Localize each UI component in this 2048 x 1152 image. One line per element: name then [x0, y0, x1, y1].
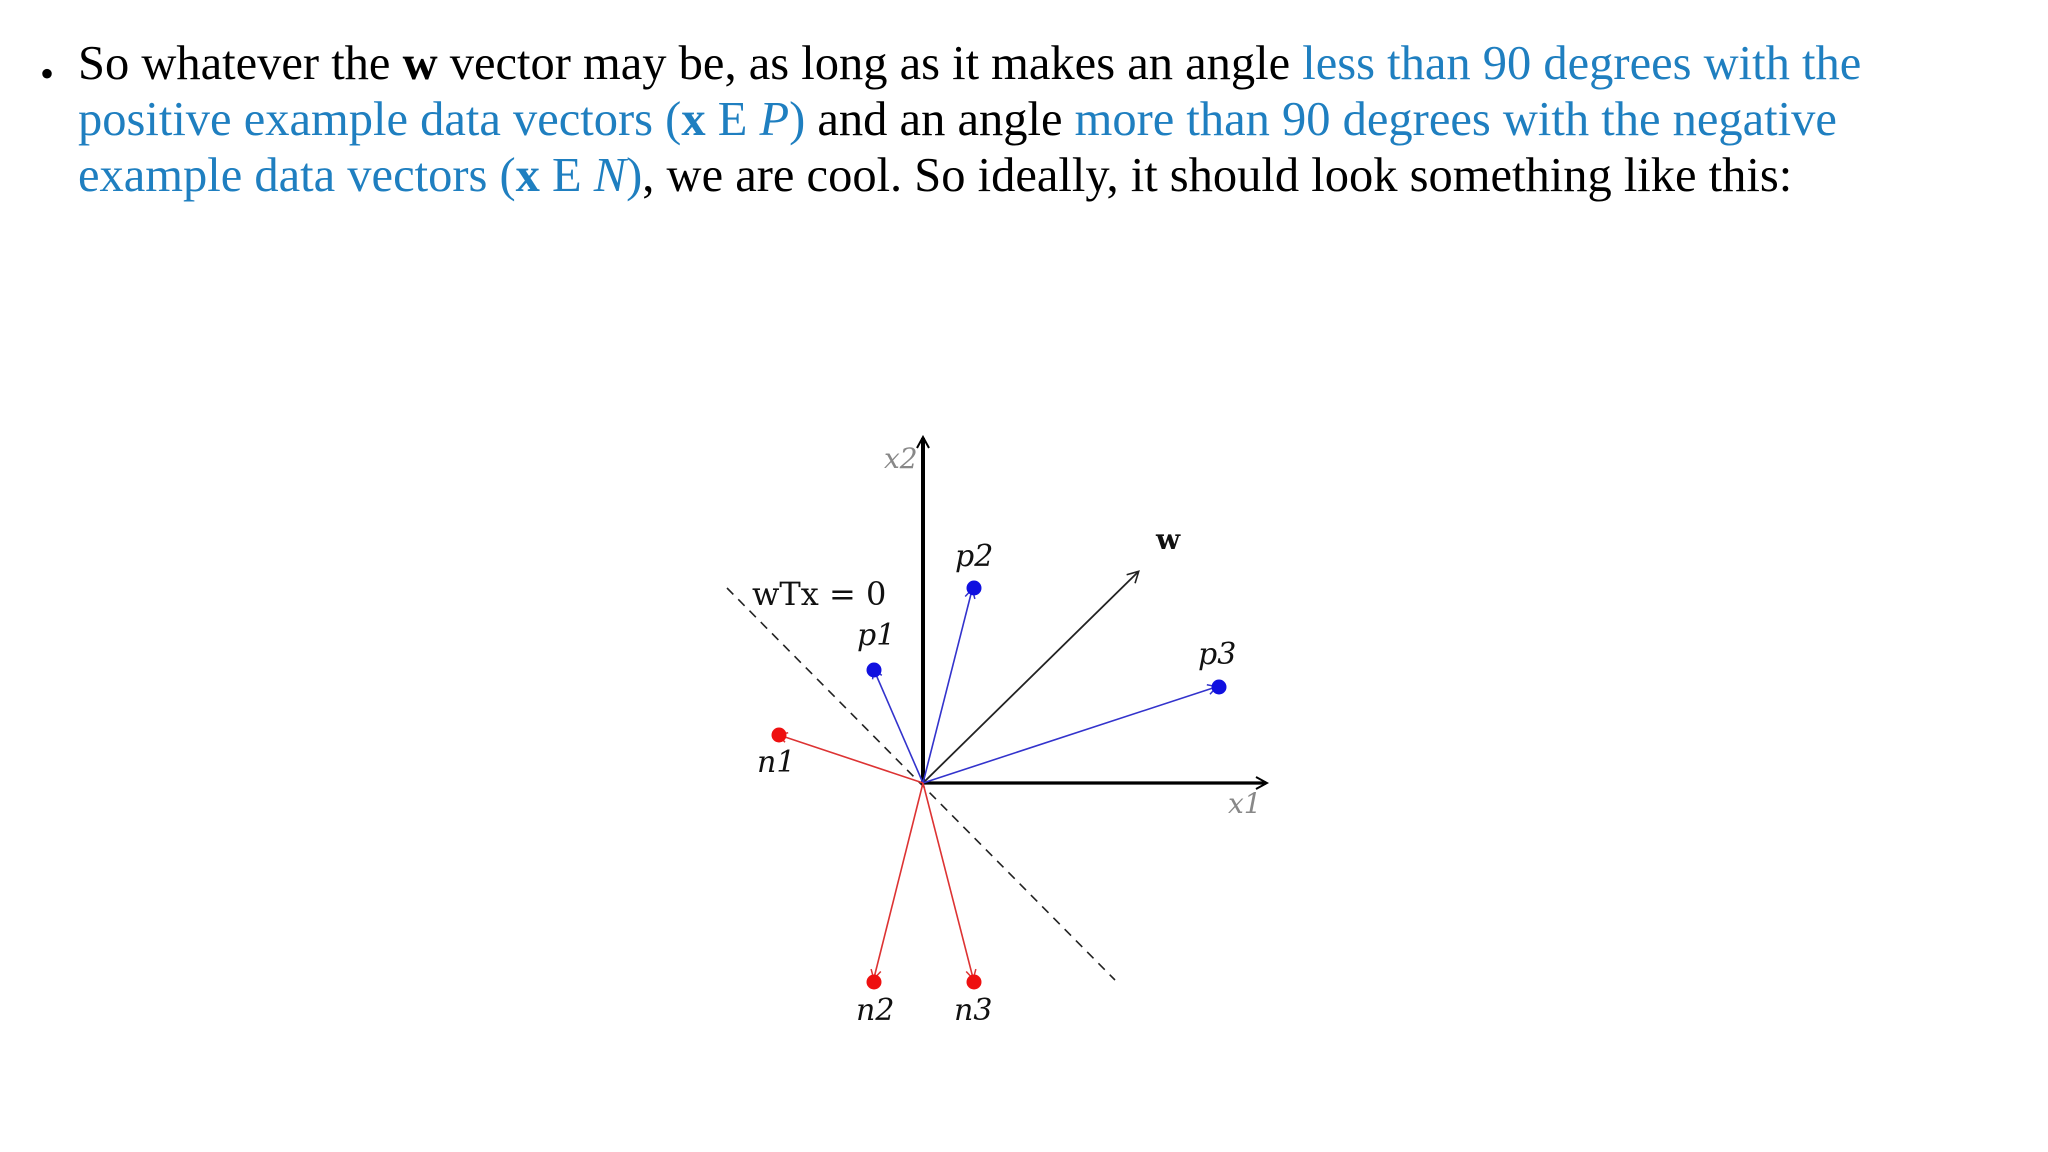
p3-vector [923, 687, 1216, 783]
p2-point [967, 581, 982, 596]
element-of-symbol: E [539, 149, 594, 202]
positive-angle-phrase: less than 90 degrees with the positive example data vectors ( [78, 37, 1862, 146]
n1-point [772, 728, 787, 743]
set-n-symbol: N [593, 149, 627, 202]
x-symbol: x [681, 93, 706, 146]
p2-label: p2 [955, 539, 994, 574]
text-run: , we are cool. So ideally, it should look something like this: [642, 149, 1793, 202]
n1-label: n1 [757, 745, 796, 780]
close-paren: ) [789, 93, 806, 146]
close-paren: ) [626, 149, 643, 202]
p1-label: p1 [857, 618, 896, 653]
text-run: So whatever the [78, 37, 403, 90]
w-label: w [1156, 523, 1181, 556]
n2-label: n2 [856, 993, 895, 1028]
p2-vector [923, 590, 972, 783]
w-symbol: w [402, 37, 438, 90]
n3-vector [923, 783, 973, 978]
n2-vector [874, 783, 923, 978]
x2-axis-label: x2 [884, 442, 918, 475]
text-run: vector may be, as long as it makes an angle [437, 37, 1303, 90]
n2-point [867, 975, 882, 990]
set-p-symbol: P [759, 93, 790, 146]
p1-point [867, 663, 882, 678]
w-vector [923, 572, 1138, 783]
text-run: and an angle [805, 93, 1075, 146]
p1-vector [874, 670, 923, 783]
bullet-point: • [40, 51, 55, 96]
boundary-equation-label: wTx = 0 [752, 575, 887, 613]
element-of-symbol: E [705, 93, 760, 146]
n3-point [967, 975, 982, 990]
p3-label: p3 [1198, 637, 1237, 672]
n3-label: n3 [954, 993, 993, 1028]
p3-point [1212, 680, 1227, 695]
x1-axis-label: x1 [1228, 787, 1262, 820]
n1-vector [779, 735, 923, 783]
x-symbol: x [515, 149, 540, 202]
negative-angle-phrase: more than 90 degrees with the negative example data vectors ( [78, 93, 1837, 202]
